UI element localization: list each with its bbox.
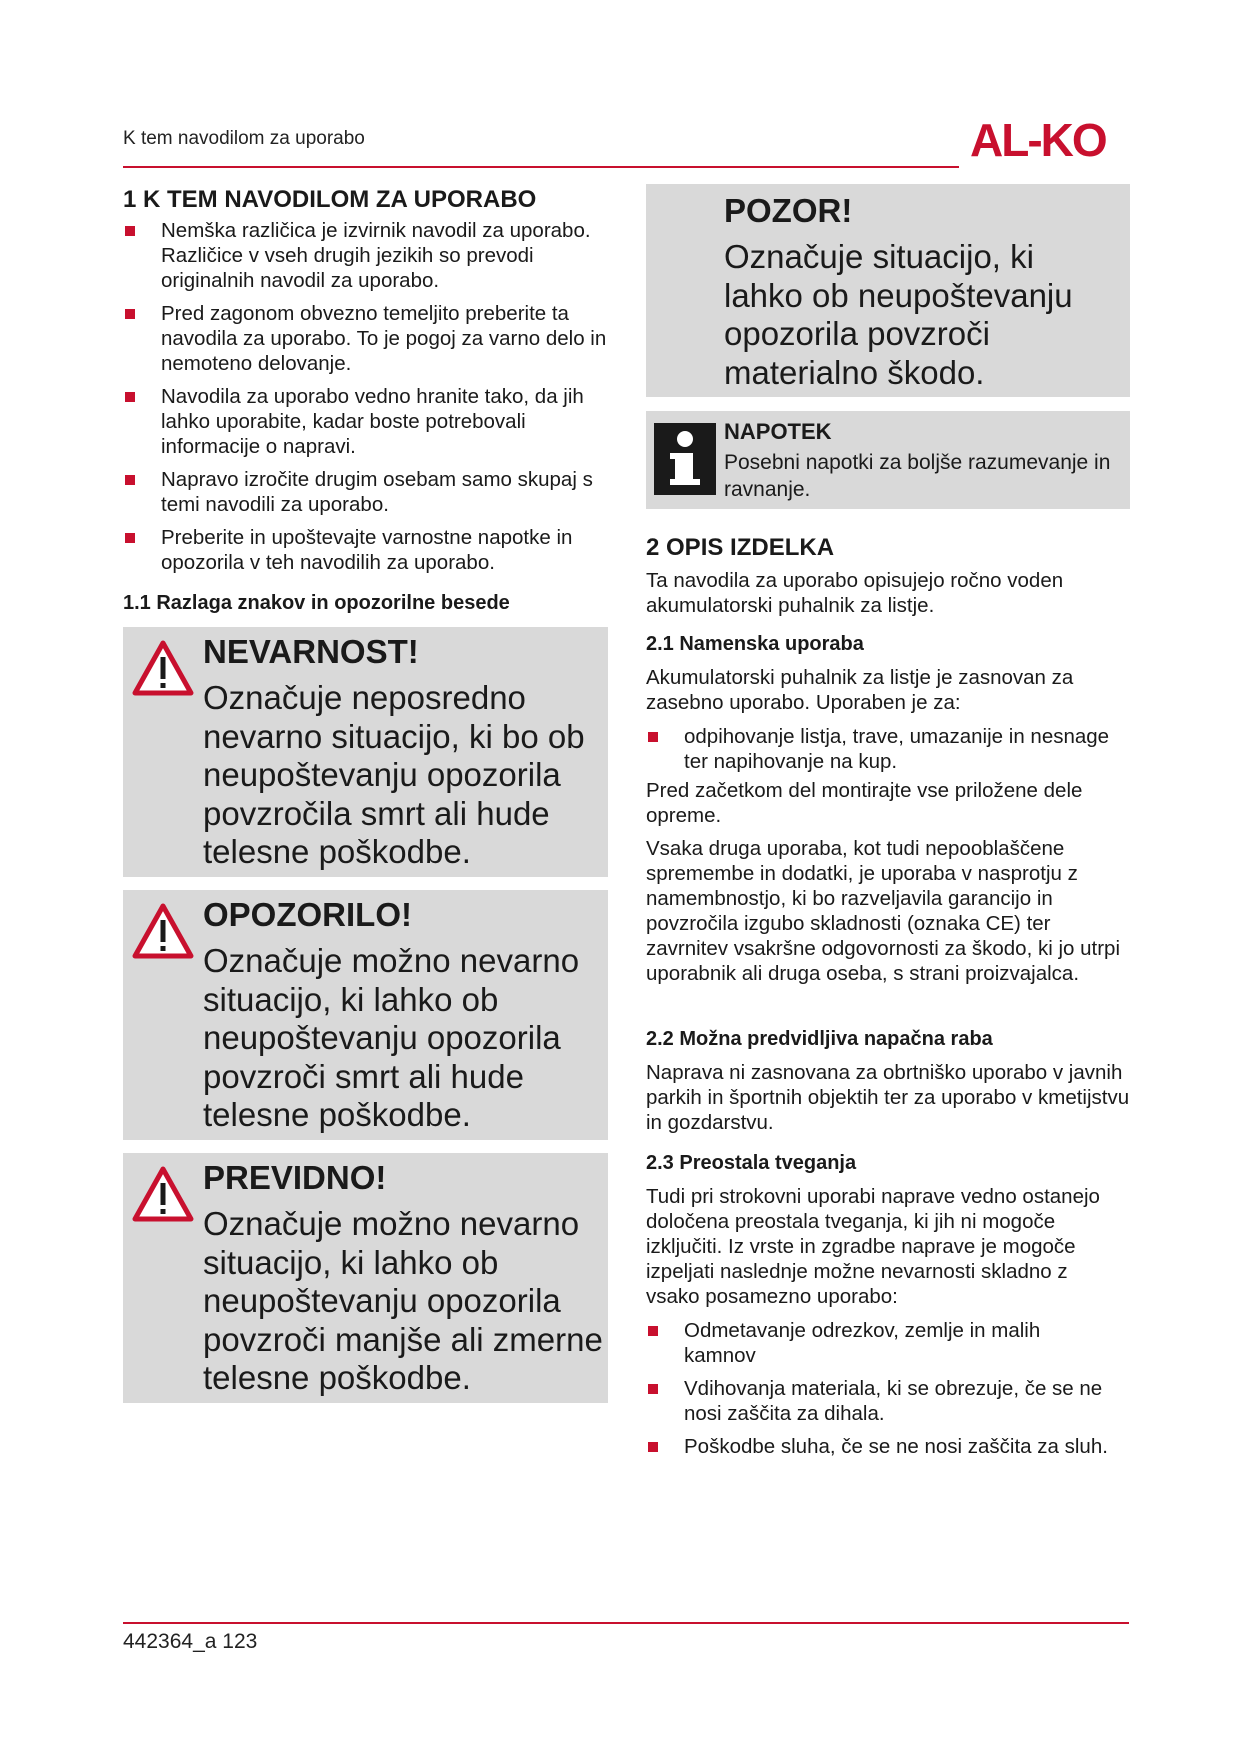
bullet-square-icon (648, 1442, 658, 1452)
list-item: Navodila za uporabo vedno hranite tako, da jih lahko uporabite, kadar boste potrebovali informacije o napravi. (123, 384, 613, 459)
bullet-square-icon (125, 475, 135, 485)
footer-page-number: 442364_a 123 (123, 1630, 258, 1653)
notice-title: POZOR! (724, 192, 853, 229)
bullet-square-icon (648, 1384, 658, 1394)
section-2-2-paragraph: Naprava ni zasnovana za obrtniško uporabo v javnih parkih in športnih objektih ter za uporabo v kmetijstvu in gozdarstvu. (646, 1061, 1130, 1134)
section-2-3-bullet-list (646, 1318, 1116, 1467)
section-2-3-paragraph: Tudi pri strokovni uporabi naprave vedno ostanejo določena preostala tveganja, ki jih ni mogoče izključiti. Iz vrste in zgradbe naprave je mogoče izpeljati naslednje možne nevarnosti skladno z vsako posamezno uporabo: (646, 1185, 1100, 1308)
section-2-1-heading: 2.1 Namenska uporaba (646, 633, 864, 655)
bullet-square-icon (648, 732, 658, 742)
section-2-intro: Ta navodila za uporabo opisujejo ročno voden akumulatorski puhalnik za listje. (646, 569, 1064, 617)
running-header: K tem navodilom za uporabo (123, 128, 365, 149)
list-item: Preberite in upoštevajte varnostne napotke in opozorila v teh navodilih za uporabo. (123, 525, 613, 575)
warning-triangle-icon (131, 639, 195, 697)
bullet-square-icon (125, 533, 135, 543)
hint-text: Posebni napotki za boljše razumevanje in ravnanje. (724, 451, 1111, 501)
danger-box (123, 627, 608, 877)
notice-text: Označuje situacijo, ki lahko ob neupoštevanju opozorila povzroči materialno škodo. (724, 238, 1073, 391)
section-2-1-paragraph-1: Akumulatorski puhalnik za listje je zasnovan za zasebno uporabo. Uporaben je za: (646, 666, 1074, 714)
section-1-bullet-list (123, 218, 613, 583)
list-item: Poškodbe sluha, če se ne nosi zaščita za sluh. (646, 1434, 1116, 1459)
list-item: odpihovanje listja, trave, umazanije in nesnage ter napihovanje na kup. (646, 724, 1116, 774)
warning-box (123, 890, 608, 1140)
hint-box (646, 411, 1130, 509)
section-2-heading: 2 OPIS IZDELKA (646, 534, 835, 561)
section-2-1-paragraph-3: Vsaka druga uporaba, kot tudi nepooblaščene spremembe in dodatki, je uporaba v nasprotju z namembnostjo, ki bo razveljavila garancijo in povzročila izgubo skladnosti (oznaka CE) ter zavrnitev vsakršne odgovornosti za škodo, ki jo utrpi uporabnik ali druga oseba, s strani proizvajalca. (646, 837, 1121, 985)
caution-title: PREVIDNO! (203, 1159, 387, 1196)
alko-logo (968, 116, 1130, 162)
section-1-heading: 1 K TEM NAVODILOM ZA UPORABO (123, 186, 537, 213)
section-2-3-heading: 2.3 Preostala tveganja (646, 1152, 857, 1174)
warning-triangle-icon (131, 1165, 195, 1223)
warning-text: Označuje možno nevarno situacijo, ki lahko ob neupoštevanju opozorila povzroči smrt ali hude telesne poškodbe. (203, 942, 580, 1133)
danger-text: Označuje neposredno nevarno situacijo, ki bo ob neupoštevanju opozorila povzročila smrt ali hude telesne poškodbe. (203, 679, 585, 870)
bullet-square-icon (125, 392, 135, 402)
hint-title: NAPOTEK (724, 419, 832, 444)
alko-logo-text: AL-KO (970, 116, 1106, 162)
bullet-square-icon (125, 309, 135, 319)
section-2-2-heading: 2.2 Možna predvidljiva napačna raba (646, 1028, 993, 1050)
bullet-square-icon (648, 1326, 658, 1336)
footer-divider (123, 1622, 1129, 1624)
bullet-square-icon (125, 226, 135, 236)
header-divider (123, 166, 959, 168)
section-2-1-bullet-list (646, 724, 1116, 782)
section-1-1-heading: 1.1 Razlaga znakov in opozorilne besede (123, 592, 510, 614)
list-item: Odmetavanje odrezkov, zemlje in malih kamnov (646, 1318, 1116, 1368)
warning-triangle-icon (131, 902, 195, 960)
section-2-1-paragraph-2: Pred začetkom del montirajte vse priložene dele opreme. (646, 779, 1083, 827)
list-item: Vdihovanja materiala, ki se obrezuje, če se ne nosi zaščita za dihala. (646, 1376, 1116, 1426)
warning-title: OPOZORILO! (203, 896, 412, 933)
notice-box (646, 184, 1130, 397)
list-item: Nemška različica je izvirnik navodil za uporabo. Različice v vseh drugih jezikih so prevodi originalnih navodil za uporabo. (123, 218, 613, 293)
danger-title: NEVARNOST! (203, 633, 419, 670)
list-item: Napravo izročite drugim osebam samo skupaj s temi navodili za uporabo. (123, 467, 613, 517)
caution-text: Označuje možno nevarno situacijo, ki lahko ob neupoštevanju opozorila povzroči manjše ali zmerne telesne poškodbe. (203, 1205, 603, 1396)
list-item: Pred zagonom obvezno temeljito preberite ta navodila za uporabo. To je pogoj za varno delo in nemoteno delovanje. (123, 301, 613, 376)
caution-box (123, 1153, 608, 1403)
info-icon (654, 423, 716, 495)
